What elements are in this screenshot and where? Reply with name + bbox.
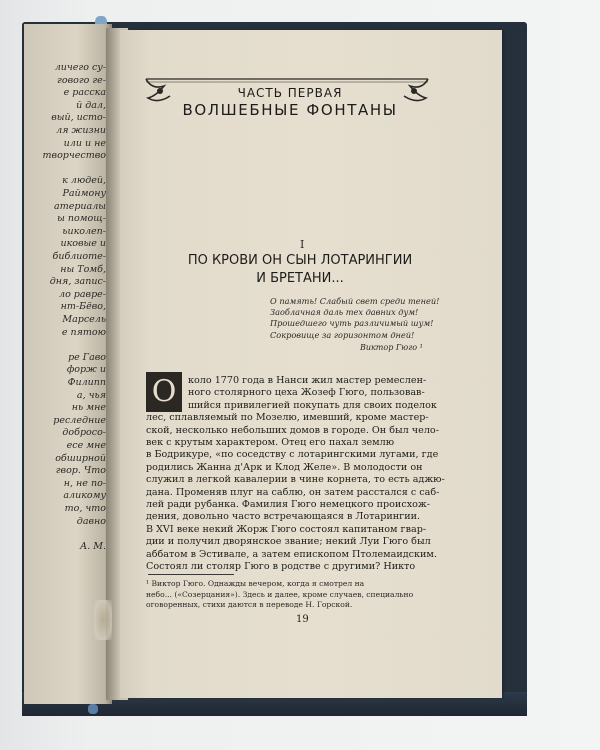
left-page-line: гового ге- <box>57 74 106 86</box>
body-line: лей ради рубанка. Фамилия Гюго немецкого происхож- <box>146 499 430 510</box>
left-page-line: добросо- <box>62 427 106 439</box>
left-page-line: нь мне <box>71 402 106 414</box>
body-line: дана. Променяв плуг на саблю, он затем расстался с саб- <box>146 486 440 498</box>
body-line: в Бодрикуре, «по соседству с лотарингскими лугами, где <box>146 449 439 461</box>
body-line: век с крутым характером. Отец его пахал землю <box>146 437 395 448</box>
epigraph-line: Сокровище за горизонтом дней! <box>270 329 415 340</box>
left-page-line: к людей, <box>62 175 106 187</box>
left-page-line: Филипп <box>67 377 106 388</box>
left-page-line: е пятою <box>61 326 106 338</box>
body-line: ской, несколько небольших домов в городе. Он был чело- <box>146 424 439 436</box>
epigraph-author: Виктор Гюго ¹ <box>360 343 423 352</box>
body-line: дии и получил дворянское звание; некий Луи Гюго был <box>146 536 431 548</box>
chapter-title-line: ПО КРОВИ ОН СЫН ЛОТАРИНГИИ <box>187 253 413 268</box>
left-page-line: гвор. Что <box>55 465 106 477</box>
left-page-line: или и не <box>63 137 106 149</box>
footnote-line: ¹ Виктор Гюго. Однажды вечером, когда я смотрел на <box>146 579 365 588</box>
left-page-line: А. М. <box>80 540 106 552</box>
left-page-line: ля жизни <box>56 125 106 136</box>
body-line: ного столярного цеха Жозеф Гюго, пользовав- <box>188 387 425 399</box>
epigraph-line: Заоблачная даль тех давних дум! <box>270 307 419 318</box>
left-page-line: творчество <box>42 150 106 162</box>
left-page-line: иковые и <box>60 238 106 250</box>
part-title: ЧАСТЬ ПЕРВАЯ <box>237 86 343 100</box>
left-page-line: аликому <box>63 490 106 502</box>
left-page-line: а, чья <box>76 389 106 401</box>
left-page-line: н, не по- <box>63 477 106 489</box>
page-number: 19 <box>296 614 309 625</box>
left-page-line: реследние <box>53 414 106 426</box>
left-page-line: библиоте- <box>52 251 106 262</box>
footnote-line: оговоренных, стихи даются в переводе Н. Горской. <box>146 600 353 609</box>
chapter-number: I <box>300 238 305 251</box>
left-page-line: личего су- <box>54 62 106 73</box>
body-line: Состоял ли столяр Гюго в родстве с другими? Никто <box>146 561 416 572</box>
left-page-line: ы помощ- <box>57 213 106 225</box>
left-page-line: ьиколеп- <box>62 225 106 237</box>
chapter-title <box>170 252 430 288</box>
left-page-line: ре Гаво <box>68 351 106 363</box>
drop-cap: О <box>146 372 182 412</box>
body-line: дения, довольно часто встречающаяся в Лотарингии. <box>146 511 421 523</box>
body-line: аббатом в Эстивале, а затем епископом Птолемаидским. <box>146 548 437 560</box>
left-page-line: обширной <box>55 452 106 464</box>
left-page-line: Раймону <box>62 188 106 199</box>
book-title: ВОЛШЕБНЫЕ ФОНТАНЫ <box>182 101 398 119</box>
body-line: В XVI веке некий Жорж Гюго состоял капитаном гвар- <box>146 523 427 535</box>
left-page-line: вый, исто- <box>51 112 106 124</box>
page-stain <box>94 600 112 640</box>
epigraph-line: Прошедшего чуть различимый шум! <box>270 318 434 329</box>
left-page-line: давно <box>76 515 106 527</box>
epigraph-line: О память! Слабый свет среди теней! <box>270 296 440 306</box>
left-page-line: дня, запис- <box>49 276 106 288</box>
left-page-line: есе мне <box>66 440 106 451</box>
bookmark-ribbon-end <box>88 704 98 714</box>
body-line: коло 1770 года в Нанси жил мастер ремеслен- <box>188 375 427 386</box>
body-line: служил в легкой кавалерии в чине корнета, то есть аджю- <box>146 474 445 486</box>
chapter-title-line: И БРЕТАНИ... <box>256 271 344 286</box>
left-page-line: то, что <box>64 503 106 514</box>
left-page-line: й дал, <box>76 99 106 111</box>
left-page-line: Марсель <box>62 314 106 325</box>
footnote-rule <box>148 574 234 575</box>
left-page-line: е расска <box>63 87 106 99</box>
left-page-line: атериалы <box>54 200 106 212</box>
left-page-line: ны Томб, <box>60 263 106 275</box>
footnote-line: небо... («Созерцания»). Здесь и далее, кроме случаев, специально <box>146 589 414 599</box>
body-line: лес, сплавляемый по Мозелю, имевший, кроме мастер- <box>146 412 429 424</box>
body-line: шийся привилегией покупать для своих поделок <box>188 399 437 411</box>
left-page-line: ло равре- <box>59 288 106 300</box>
left-page-line: форж и <box>66 364 106 376</box>
left-page-line: нт-Бёво, <box>60 301 106 313</box>
body-line: родились Жанна д'Арк и Клод Желе». В молодости он <box>146 461 423 473</box>
epigraph <box>270 296 450 341</box>
